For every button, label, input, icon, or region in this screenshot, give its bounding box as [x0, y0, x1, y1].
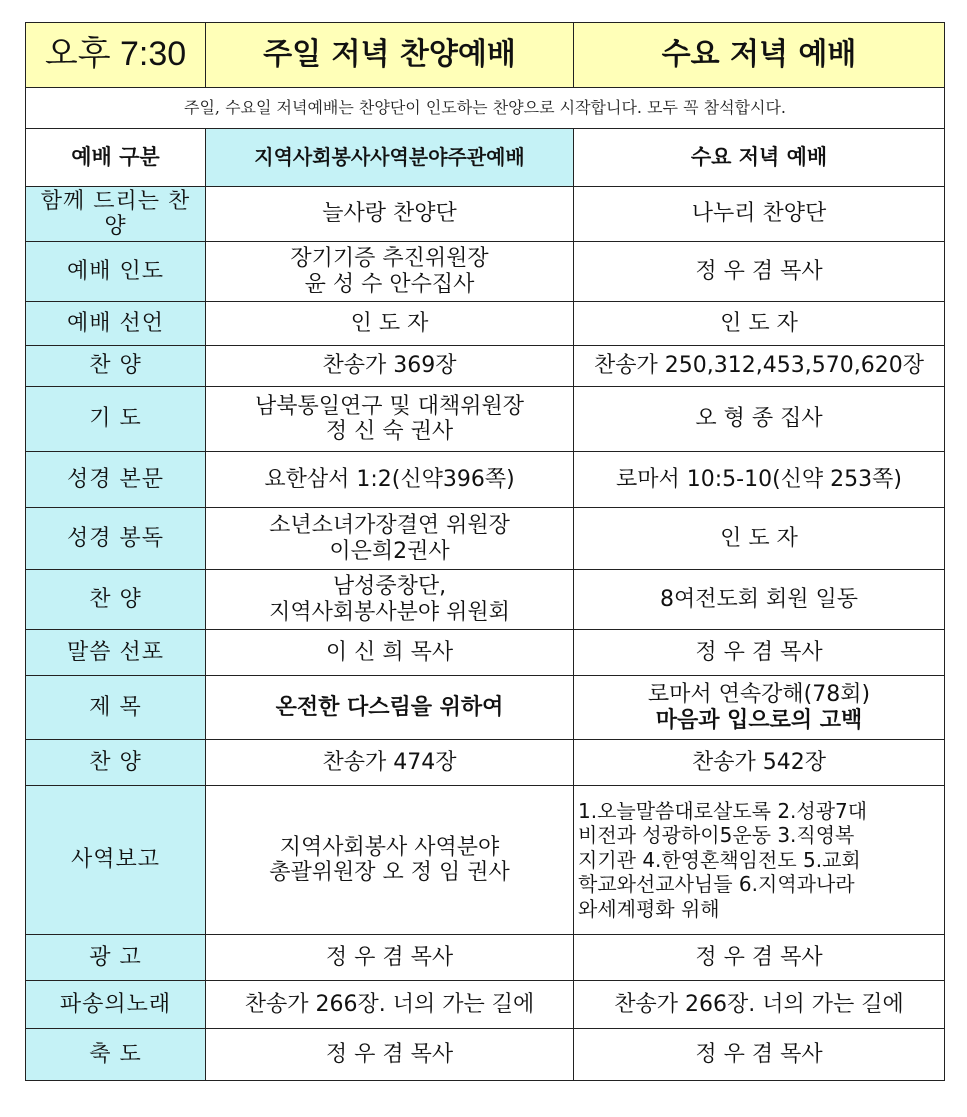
row-wednesday-cell — [574, 935, 945, 981]
sunday-cell-line: 찬송가 369장 — [322, 353, 457, 379]
sunday-cell-line: 찬송가 474장 — [322, 749, 457, 775]
column-header-row — [26, 129, 945, 187]
row-label: 말씀 선포 — [26, 630, 206, 676]
row-label: 사역보고 — [26, 786, 206, 935]
row-wednesday-cell — [574, 508, 945, 570]
wednesday-cell-line: 인 도 자 — [720, 525, 798, 551]
wednesday-cell-line: 정 우 겸 목사 — [695, 944, 823, 970]
sunday-cell-line: 장기기증 추진위원장 — [290, 246, 489, 272]
sunday-cell-line: 늘사랑 찬양단 — [322, 201, 457, 227]
row-sunday-cell — [206, 302, 574, 346]
sunday-cell-line: 지역사회봉사 사역분야 — [279, 834, 500, 860]
row-wednesday-cell — [574, 302, 945, 346]
row-label: 성경 봉독 — [26, 508, 206, 570]
row-sunday-cell — [206, 187, 574, 242]
title-row — [26, 23, 945, 88]
row-label: 기 도 — [26, 387, 206, 452]
row-label: 축 도 — [26, 1029, 206, 1081]
sunday-cell-line: 온전한 다스림을 위하여 — [275, 694, 504, 720]
wednesday-cell-line: 로마서 연속강해(78회) — [647, 682, 871, 708]
sunday-cell-line: 윤 성 수 안수집사 — [304, 271, 475, 297]
row-wednesday-cell — [574, 786, 945, 935]
row-wednesday-cell — [574, 452, 945, 508]
wednesday-service-title: 수요 저녁 예배 — [574, 23, 945, 88]
row-sunday-cell — [206, 740, 574, 786]
row-sunday-cell — [206, 935, 574, 981]
row-label: 찬 양 — [26, 740, 206, 786]
sunday-cell-line: 요한삼서 1:2(신약396쪽) — [264, 466, 515, 492]
row-sunday-cell — [206, 786, 574, 935]
row-wednesday-cell — [574, 1029, 945, 1081]
wednesday-cell-line: 학교와선교사님들 6.지역과나라 — [578, 872, 855, 897]
row-label: 찬 양 — [26, 346, 206, 387]
schedule-row — [26, 387, 945, 452]
row-wednesday-cell — [574, 187, 945, 242]
wednesday-cell-line: 나누리 찬양단 — [691, 201, 827, 227]
row-sunday-cell — [206, 630, 574, 676]
wednesday-cell-line: 정 우 겸 목사 — [695, 639, 823, 665]
notice-row — [26, 88, 945, 129]
wednesday-cell-line: 8여전도회 회원 일동 — [660, 586, 858, 612]
row-sunday-cell — [206, 346, 574, 387]
row-sunday-cell — [206, 387, 574, 452]
row-wednesday-cell — [574, 242, 945, 302]
wednesday-cell-line: 마음과 입으로의 고백 — [655, 707, 863, 733]
sunday-cell-line: 총괄위원장 오 정 임 권사 — [269, 860, 510, 885]
wednesday-cell-line: 정 우 겸 목사 — [695, 1041, 823, 1067]
sunday-cell-line: 이 신 희 목사 — [325, 639, 454, 665]
row-wednesday-cell — [574, 981, 945, 1029]
row-wednesday-cell — [574, 570, 945, 630]
schedule-row — [26, 508, 945, 570]
column-header-sunday: 지역사회봉사사역분야주관예배 — [206, 129, 574, 187]
row-sunday-cell — [206, 508, 574, 570]
column-header-wednesday: 수요 저녁 예배 — [574, 129, 945, 187]
row-sunday-cell — [206, 452, 574, 508]
schedule-row — [26, 187, 945, 242]
wednesday-cell-line: 찬송가 266장. 너의 가는 길에 — [614, 991, 904, 1017]
row-label: 제 목 — [26, 676, 206, 740]
schedule-row — [26, 346, 945, 387]
row-label: 파송의노래 — [26, 981, 206, 1029]
schedule-body — [26, 187, 945, 1081]
wednesday-cell-line: 지기관 4.한영혼책임전도 5.교회 — [578, 847, 861, 872]
sunday-cell-line: 남성중창단, — [332, 574, 447, 600]
schedule-row — [26, 630, 945, 676]
row-sunday-cell — [206, 570, 574, 630]
schedule-row — [26, 570, 945, 630]
schedule-row — [26, 452, 945, 508]
sunday-cell-line: 정 신 숙 권사 — [325, 419, 454, 444]
row-wednesday-cell — [574, 346, 945, 387]
sunday-cell-line: 찬송가 266장. 너의 가는 길에 — [244, 991, 535, 1017]
wednesday-cell-line: 정 우 겸 목사 — [695, 258, 823, 284]
row-wednesday-cell — [574, 630, 945, 676]
schedule-row — [26, 302, 945, 346]
row-sunday-cell — [206, 1029, 574, 1081]
sunday-cell-line: 정 우 겸 목사 — [325, 1041, 454, 1067]
attendance-notice: 주일, 수요일 저녁예배는 찬양단이 인도하는 찬양으로 시작합니다. 모두 꼭 참석합시다. — [26, 88, 945, 129]
sunday-cell-line: 정 우 겸 목사 — [325, 944, 454, 970]
sunday-service-title: 주일 저녁 찬양예배 — [206, 23, 574, 88]
wednesday-cell-line: 오 형 종 집사 — [695, 406, 823, 432]
wednesday-cell-line: 찬송가 542장 — [692, 749, 826, 775]
column-header-label: 예배 구분 — [26, 129, 206, 187]
row-label: 광 고 — [26, 935, 206, 981]
sunday-cell-line: 인 도 자 — [350, 310, 429, 336]
worship-schedule-table — [25, 22, 945, 1081]
schedule-row — [26, 1029, 945, 1081]
schedule-row — [26, 786, 945, 935]
schedule-row — [26, 676, 945, 740]
sunday-cell-line: 지역사회봉사분야 위원회 — [269, 599, 510, 625]
wednesday-cell-line: 찬송가 250,312,453,570,620장 — [594, 353, 924, 379]
schedule-row — [26, 935, 945, 981]
row-label: 예배 인도 — [26, 242, 206, 302]
row-label: 예배 선언 — [26, 302, 206, 346]
sunday-cell-line: 이은희2권사 — [329, 538, 450, 564]
row-sunday-cell — [206, 676, 574, 740]
wednesday-cell-line: 비전과 성광하이5운동 3.직영복 — [578, 823, 855, 848]
row-sunday-cell — [206, 981, 574, 1029]
schedule-row — [26, 740, 945, 786]
row-wednesday-cell — [574, 676, 945, 740]
sunday-cell-line: 소년소녀가장결연 위원장 — [269, 513, 510, 539]
schedule-row — [26, 981, 945, 1029]
row-label: 함께 드리는 찬양 — [26, 187, 206, 242]
wednesday-cell-line: 로마서 10:5-10(신약 253쪽) — [616, 466, 902, 492]
row-wednesday-cell — [574, 387, 945, 452]
schedule-row — [26, 242, 945, 302]
row-sunday-cell — [206, 242, 574, 302]
wednesday-cell-line: 1.오늘말씀대로살도록 2.성광7대 — [578, 799, 868, 824]
row-label: 찬 양 — [26, 570, 206, 630]
service-time: 오후 7:30 — [26, 23, 206, 88]
row-wednesday-cell — [574, 740, 945, 786]
wednesday-cell-line: 와세계평화 위해 — [578, 896, 720, 921]
sunday-cell-line: 남북통일연구 및 대책위원장 — [254, 393, 524, 419]
row-label: 성경 본문 — [26, 452, 206, 508]
wednesday-cell-line: 인 도 자 — [720, 310, 798, 336]
